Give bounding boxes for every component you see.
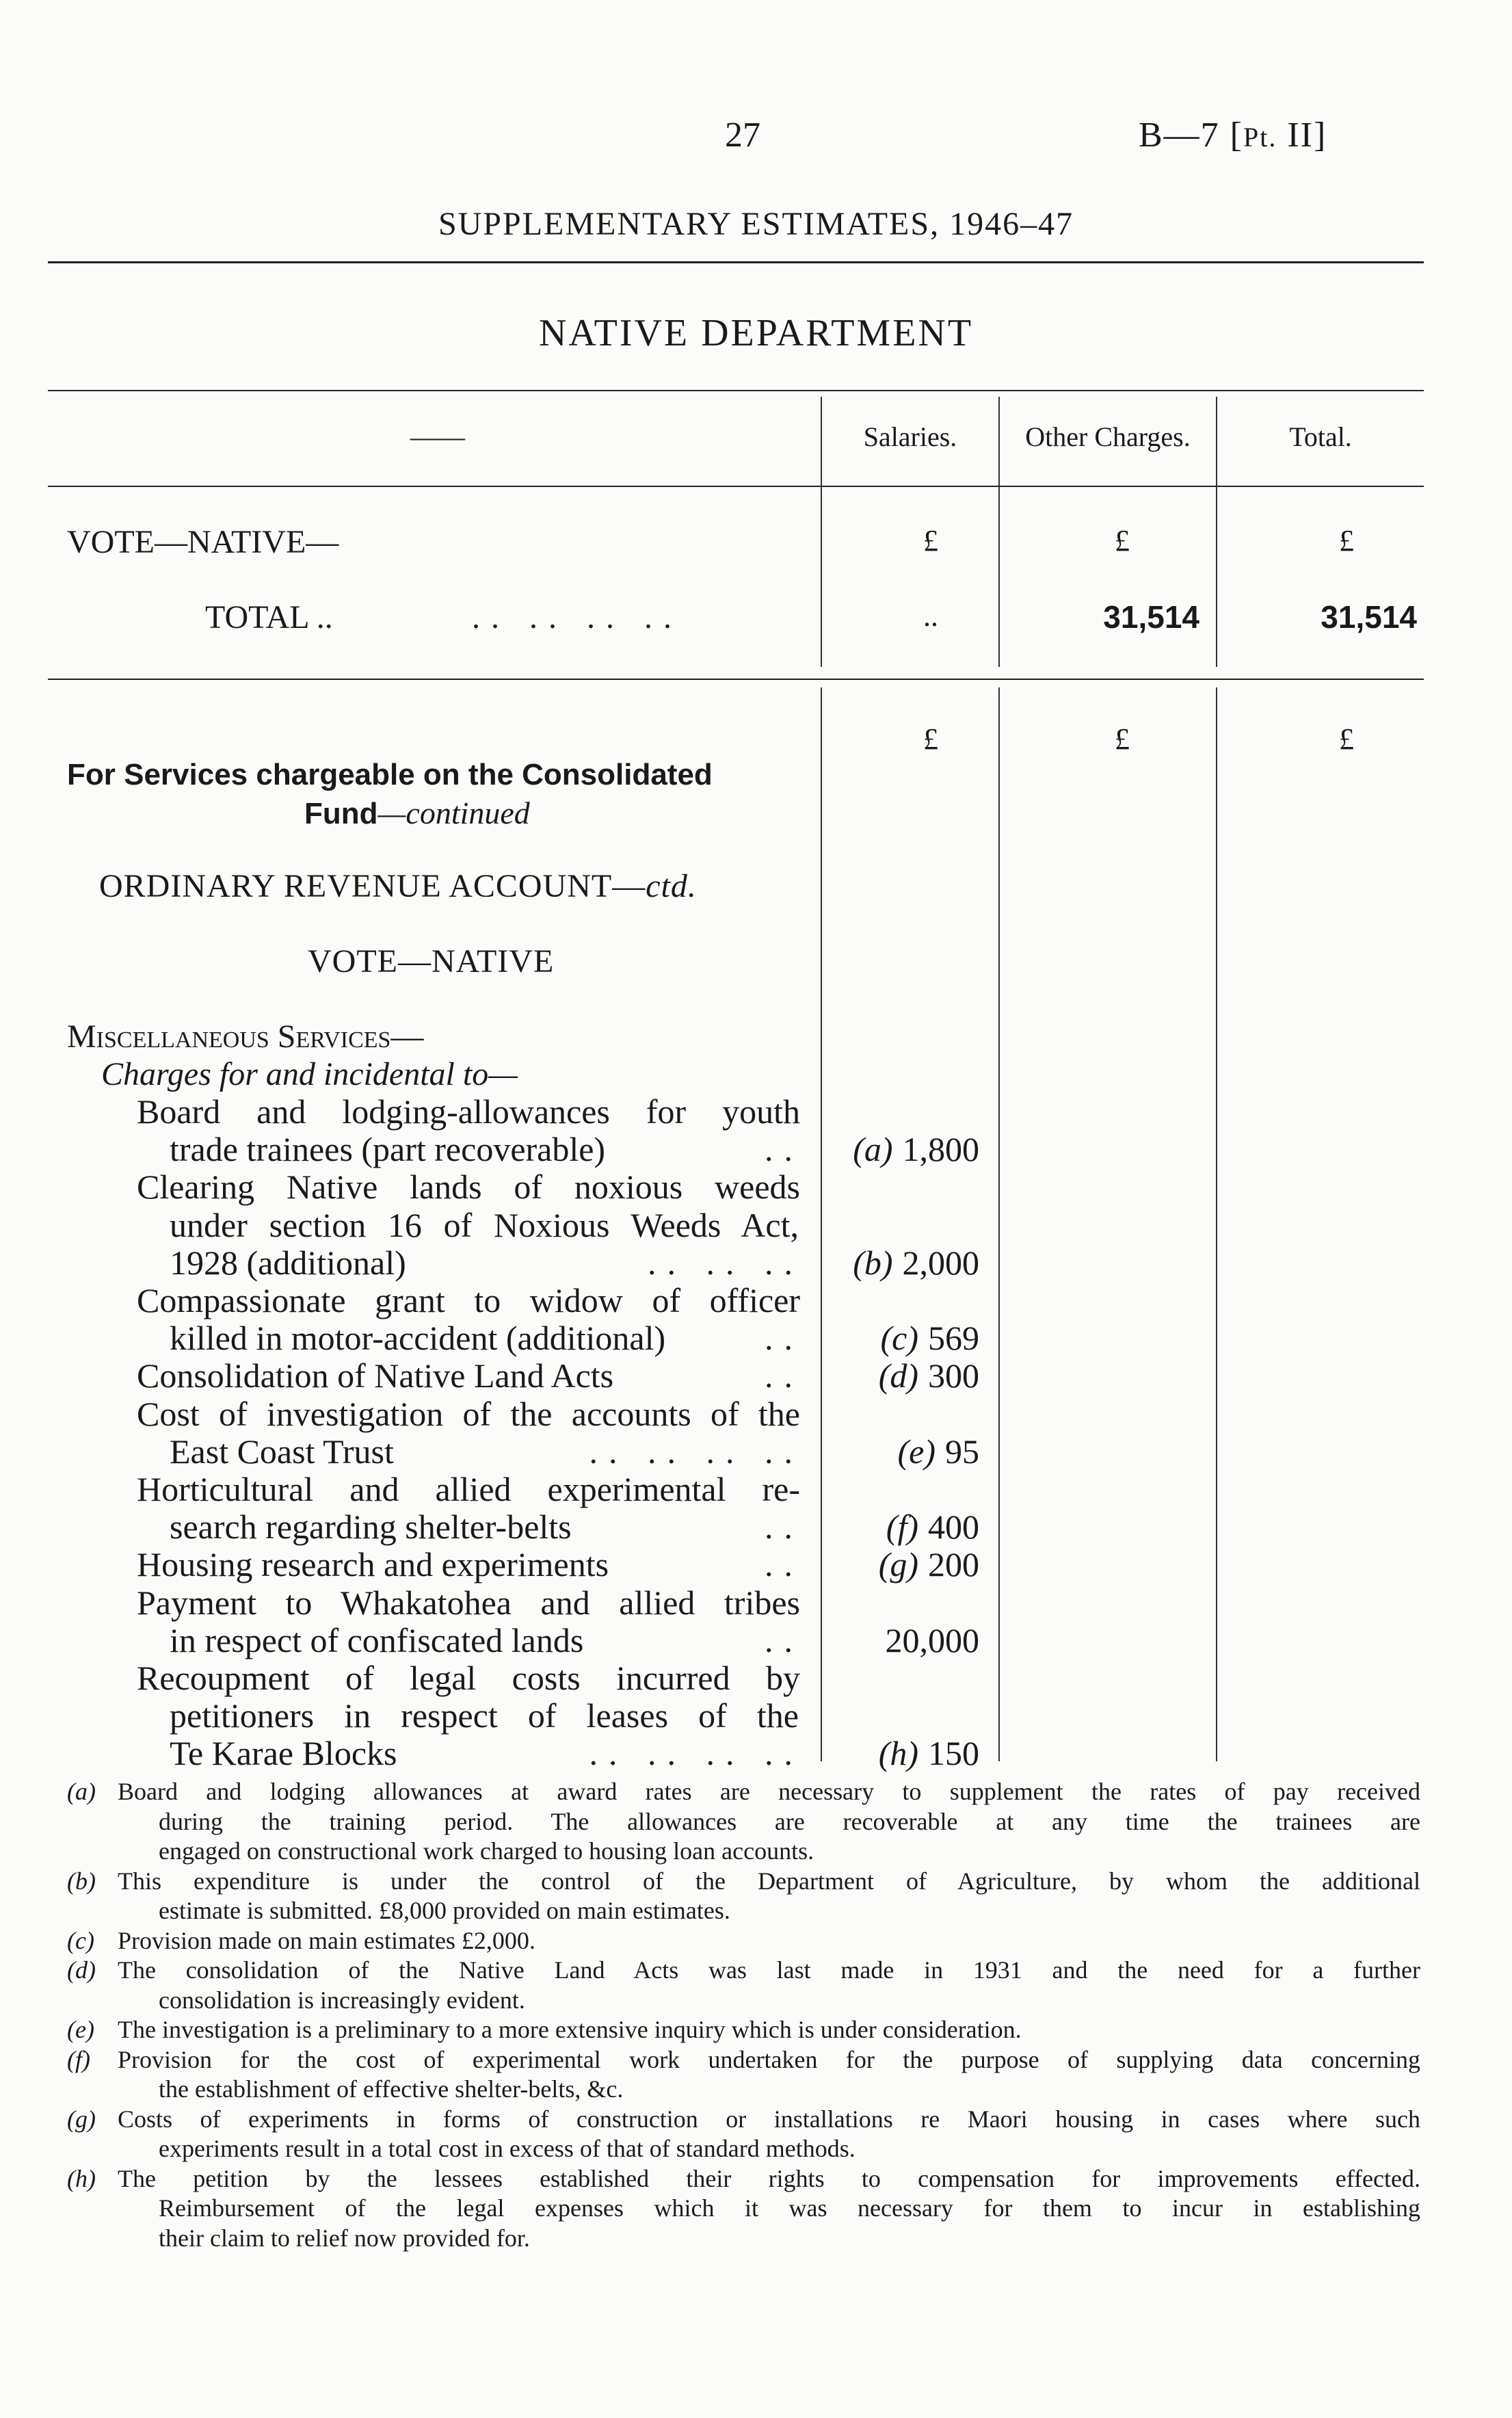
account-ctd: ctd. <box>646 868 697 904</box>
item-amount <box>822 1546 979 1583</box>
footnote-text: Reimbursement of the legal expenses which it was necessary for them to incur in establishing <box>159 2194 1420 2222</box>
title-rule <box>48 261 1424 263</box>
column-divider <box>1216 687 1217 1761</box>
total-other-charges: 31,514 <box>1103 599 1199 635</box>
total-label: TOTAL .. <box>205 599 333 635</box>
footnote-ref: (c) <box>880 1319 918 1358</box>
footnote-text: experiments result in a total cost in excess of that of standard methods. <box>159 2135 856 2162</box>
vote-label: VOTE—NATIVE— <box>67 524 339 560</box>
account-label: ORDINARY REVENUE ACCOUNT— <box>99 868 646 904</box>
footnote-text: their claim to relief now provided for. <box>159 2224 530 2252</box>
column-header-salaries: Salaries. <box>863 421 957 452</box>
continued-label: —continued <box>377 796 530 830</box>
reference-suffix: II] <box>1277 116 1327 155</box>
footnote-text: The petition by the lessees established their rights to compensation for improvements effected. <box>118 2164 1420 2192</box>
footnote-text: Board and lodging allowances at award rates are necessary to supplement the rates of pay received <box>118 1778 1420 1805</box>
footnote-text: Provision for the cost of experimental work undertaken for the purpose of supplying data concerning <box>118 2045 1420 2073</box>
leader-dots: .. <box>765 1545 804 1584</box>
item-amount <box>822 1433 979 1471</box>
page-title: SUPPLEMENTARY ESTIMATES, 1946–47 <box>438 206 1074 242</box>
summary-bottom-rule <box>48 679 1424 680</box>
leader-dots: .. .. .. .. <box>589 1432 804 1471</box>
footnote-label: (b) <box>67 1867 96 1895</box>
column-divider <box>998 687 1000 1761</box>
footnote-label: (c) <box>67 1926 94 1954</box>
footnote-text: This expenditure is under the control of the Department of Agriculture, by whom the additional <box>118 1867 1420 1895</box>
item-description: under section 16 of Noxious Weeds Act, <box>170 1205 799 1244</box>
item-description: Te Karae Blocks <box>170 1734 397 1773</box>
misc-services-heading: Miscellaneous Services— <box>67 1019 424 1055</box>
department-title: NATIVE DEPARTMENT <box>538 312 974 354</box>
item-amount <box>822 1508 979 1546</box>
currency-symbol: £ <box>1115 722 1130 756</box>
page-number: 27 <box>725 116 760 155</box>
footnote-label: (f) <box>67 2045 90 2073</box>
amount-value: 569 <box>928 1319 979 1358</box>
footnote-text: during the training period. The allowances are recoverable at any time the trainees are <box>159 1807 1420 1835</box>
amount-value: 200 <box>928 1545 979 1584</box>
amount-value: 2,000 <box>902 1243 979 1282</box>
footnote-ref: (g) <box>878 1545 918 1584</box>
footnote-label: (e) <box>67 2016 94 2043</box>
leader-dots: .. <box>765 1130 804 1169</box>
item-amount <box>822 1319 979 1357</box>
footnote-text: The investigation is a preliminary to a more extensive inquiry which is under consideration. <box>118 2016 1022 2043</box>
footnote-ref: (f) <box>886 1508 918 1547</box>
item-amount <box>822 1244 979 1282</box>
item-description: search regarding shelter-belts <box>170 1508 572 1547</box>
vote-heading: VOTE—NATIVE <box>308 943 555 980</box>
total-salaries: .. <box>923 599 938 633</box>
item-description: Horticultural and allied experimental re- <box>137 1470 800 1508</box>
footnote-text: estimate is submitted. £8,000 provided on main estimates. <box>159 1897 730 1924</box>
footnote-label: (h) <box>67 2164 96 2192</box>
currency-symbol: £ <box>923 524 938 557</box>
item-description: Consolidation of Native Land Acts <box>137 1356 614 1395</box>
item-description: Compassionate grant to widow of officer <box>137 1281 800 1319</box>
footnote-ref: (e) <box>897 1432 936 1471</box>
item-description: killed in motor-accident (additional) <box>170 1319 666 1358</box>
amount-value: 300 <box>928 1356 979 1395</box>
footnote-text: consolidation is increasingly evident. <box>159 1986 525 2014</box>
item-amount <box>822 1131 979 1168</box>
currency-symbol: £ <box>1339 524 1354 557</box>
leader-dots: .. <box>765 1508 804 1547</box>
leader-dots: .. <box>765 1620 804 1659</box>
footnote-label: (g) <box>67 2105 96 2133</box>
table-top-rule <box>48 390 1424 391</box>
column-header-other-charges: Other Charges. <box>1025 421 1191 452</box>
amount-value: 1,800 <box>902 1130 979 1169</box>
amount-value: 150 <box>928 1734 979 1773</box>
item-description: Recoupment of legal costs incurred by <box>137 1659 800 1697</box>
amount-value: 400 <box>928 1508 979 1547</box>
currency-symbol: £ <box>1339 722 1354 756</box>
footnote-text: Provision made on main estimates £2,000. <box>118 1926 535 1954</box>
amount-value: 95 <box>945 1432 979 1471</box>
column-header-blank: —— <box>410 421 465 452</box>
document-reference <box>1139 115 1327 155</box>
column-divider <box>821 687 822 1761</box>
item-amount <box>822 1622 979 1659</box>
currency-symbol: £ <box>923 722 938 756</box>
footnote-ref: (d) <box>878 1356 918 1395</box>
item-description: Housing research and experiments <box>137 1545 609 1584</box>
item-description: trade trainees (part recoverable) <box>170 1130 606 1169</box>
item-description: Clearing Native lands of noxious weeds <box>137 1168 800 1207</box>
reference-prefix: B—7 [ <box>1139 116 1243 155</box>
header-rule <box>48 486 1424 487</box>
leader-dots: .. .. .. <box>648 1243 804 1282</box>
item-amount <box>822 1735 979 1772</box>
fund-label: Fund <box>304 797 378 830</box>
amount-value: 20,000 <box>885 1620 979 1659</box>
column-header-total: Total. <box>1289 421 1352 452</box>
item-description: petitioners in respect of leases of the <box>170 1696 799 1735</box>
leader-dots: .. .. .. .. <box>589 1734 804 1773</box>
footnote-text: engaged on constructional work charged to housing loan accounts. <box>159 1837 814 1865</box>
footnote-text: the establishment of effective shelter-belts, &c. <box>159 2075 624 2103</box>
footnote-label: (d) <box>67 1956 96 1984</box>
leader-dots: .. <box>765 1356 804 1395</box>
item-description: East Coast Trust <box>170 1432 394 1471</box>
reference-pt: Pt. <box>1243 122 1277 153</box>
footnote-label: (a) <box>67 1778 96 1805</box>
section-heading: For Services chargeable on the Consolidated <box>67 758 713 791</box>
total-total: 31,514 <box>1321 599 1417 635</box>
leader-dots: .. <box>765 1319 804 1358</box>
currency-symbol: £ <box>1115 524 1130 557</box>
item-description: 1928 (additional) <box>170 1243 406 1282</box>
item-amount <box>822 1357 979 1395</box>
item-description: in respect of confiscated lands <box>170 1620 584 1659</box>
charges-subheading: Charges for and incidental to— <box>101 1056 518 1092</box>
item-description: Cost of investigation of the accounts of the <box>137 1394 800 1433</box>
footnote-text: The consolidation of the Native Land Acts was last made in 1931 and the need for a further <box>118 1956 1420 1984</box>
footnote-text: Costs of experiments in forms of construction or installations re Maori housing in cases where such <box>118 2105 1420 2133</box>
item-description: Board and lodging-allowances for youth <box>137 1092 800 1131</box>
account-heading <box>99 867 697 905</box>
item-description: Payment to Whakatohea and allied tribes <box>137 1583 800 1622</box>
footnote-ref: (b) <box>853 1243 893 1282</box>
footnote-ref: (h) <box>878 1734 918 1773</box>
section-heading-continued <box>304 795 530 831</box>
leader-dots: .. .. .. .. <box>472 599 682 635</box>
footnote-ref: (a) <box>853 1130 893 1169</box>
